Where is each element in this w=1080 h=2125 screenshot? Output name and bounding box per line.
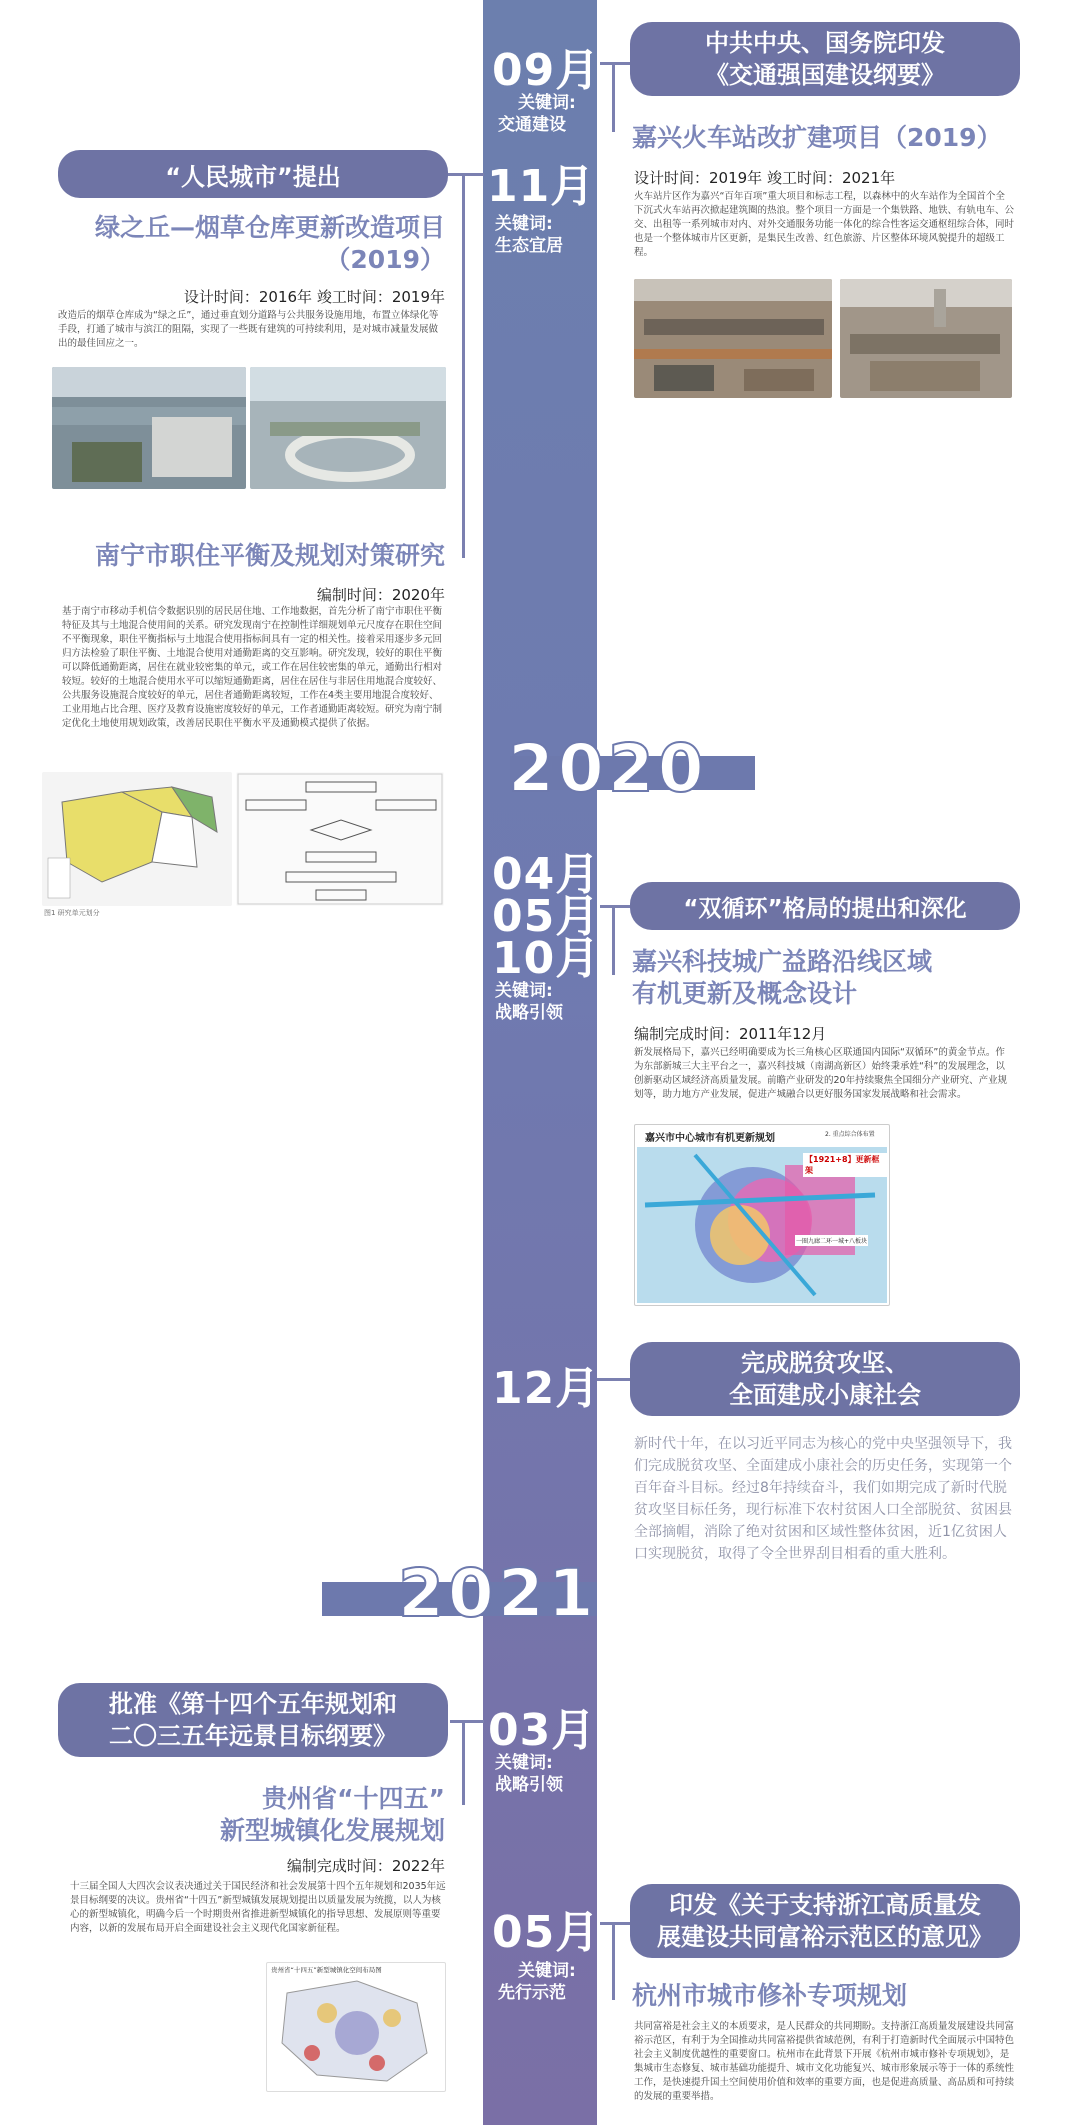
keyword-eco xyxy=(495,213,563,257)
project-meta-kejicheng: 编制完成时间：2011年12月 xyxy=(634,1025,827,1043)
event-pill-14th-five-year-plan xyxy=(58,1683,448,1757)
year-2021: 2021 xyxy=(398,1555,598,1632)
timeline-spine xyxy=(483,0,597,2125)
month-may-2021: 05月 xyxy=(492,1907,601,1958)
project-title-kejicheng xyxy=(632,946,932,1010)
month-oct-2020: 10月 xyxy=(492,933,601,984)
keyword-value: 先行示范 xyxy=(498,1983,566,2003)
project-title-line1: 嘉兴科技城广益路沿线区域 xyxy=(632,947,933,976)
event-title: “双循环”格局的提出和深化 xyxy=(683,895,967,922)
project-body-guizhou: 十三届全国人大四次会议表决通过关于国民经济和社会发展第十四个五年规划和2035年远景目标纲要的决议。贵州省“十四五”新型城镇发展规划提出以质量发展为统揽，以人为核心的新型城镇化，明确今后一个时期贵州省推进新型城镇化的指导思想、发展原则等重要内容，以新的发展布局开启全面建设社会主义现代化国家新征程。 xyxy=(70,1881,446,1934)
keyword-value: 生态宜居 xyxy=(495,236,563,256)
event-body-poverty: 新时代十年，在以习近平同志为核心的党中央坚强领导下，我们完成脱贫攻坚、全面建成小康社会的历史任务，实现第一个百年奋斗目标。经过8年持续奋斗，我们如期完成了新时代脱贫攻坚目标任务，现行标准下农村贫困人口全部脱贫、贫困县全部摘帽，消除了绝对贫困和区域性整体贫困，近1亿贫困人口实现脱贫，取得了令全世界刮目相看的重大胜利。 xyxy=(634,1436,1012,1562)
project-title-line1: 绿之丘—烟草仓库更新改造项目 xyxy=(94,213,445,242)
project-body-hangzhou: 共同富裕是社会主义的本质要求，是人民群众的共同期盼。支持浙江高质量发展建设共同富裕示范区，有利于为全国推动共同富裕提供省域范例，有利于打造新时代全面展示中国特色社会主义制度优越性的重要窗口。杭州市在此背景下开展《杭州市城市修补专项规划》，是集城市生态修复、城市基础功能提升、城市文化功能复兴、城市形象展示等于一体的系统性工作，是快速提升国土空间使用价值和效率的重要方面，也是促进高质量、高品质和可持续的发展的重要举措。 xyxy=(634,2021,1015,2102)
map-jiaxing-title: 嘉兴市中心城市有机更新规划 xyxy=(645,1133,775,1144)
project-meta-lvzhiqiu: 设计时间：2016年 竣工时间：2019年 xyxy=(183,288,445,306)
map-guizhou-urbanization xyxy=(266,1962,446,2092)
keyword-label: 关键词: xyxy=(495,1753,553,1773)
project-title-line1: 贵州省“十四五” xyxy=(262,1784,445,1813)
photo-station-aerial-1 xyxy=(634,279,832,398)
event-title-line2: 展建设共同富裕示范区的意见》 xyxy=(657,1923,993,1951)
keyword-label: 关键词: xyxy=(495,981,553,1001)
map-jiaxing-renewal xyxy=(634,1124,890,1306)
event-title-line1: 批准《第十四个五年规划和 xyxy=(109,1690,397,1718)
month-dec-2020: 12月 xyxy=(492,1363,601,1414)
event-title-line2: 二〇三五年远景目标纲要》 xyxy=(109,1722,397,1750)
project-meta-guizhou: 编制完成时间：2022年 xyxy=(286,1857,445,1875)
project-body-kejicheng: 新发展格局下，嘉兴已经明确要成为长三角核心区联通国内国际“双循环”的黄金节点。作为东部新城三大主平台之一，嘉兴科技城（南湖高新区）始终秉承姓“科”的发展理念，以创新驱动区域经济高质量发展。前瞻产业研发的20年持续聚焦全国细分产业研究、产业规划等，助力地方产业发展，促进产城融合以更好服务国家发展战略和社会需求。 xyxy=(634,1047,1008,1100)
connector-sep xyxy=(600,62,630,65)
photo-station-aerial-2 xyxy=(840,279,1012,398)
map-jiaxing-label: 2. 重点综合体布置 xyxy=(825,1131,875,1138)
map-jiaxing-badge: 【1921+8】更新框架 xyxy=(803,1153,889,1177)
keyword-strategy-2021 xyxy=(495,1752,563,1796)
project-title-jiaxing-station: 嘉兴火车站改扩建项目（2019） xyxy=(632,123,1002,152)
month-may-2020: 05月 xyxy=(492,891,601,942)
project-title-hangzhou: 杭州市城市修补专项规划 xyxy=(632,1981,908,2010)
keyword-value: 战略引领 xyxy=(495,1775,563,1795)
keyword-strategy xyxy=(495,980,563,1024)
photo-lvzhiqiu-2 xyxy=(250,367,446,489)
connector-dec xyxy=(597,1378,630,1381)
project-body-jiaxing-station: 火车站片区作为嘉兴“百年百项”重大项目和标志工程，以森林中的火车站作为全国首个全下沉式火车站再次掀起建筑圈的热浪。整个项目一方面是一个集铁路、地铁、有轨电车、公交、出租等一系列城市对内、对外交通服务功能一体化的综合性客运交通枢纽综合体，同时也是一个整体城市片区更新，是集民生改善、红色旅游、片区整体环境风貌提升的超级工程。 xyxy=(634,191,1015,258)
project-title-nanning: 南宁市职住平衡及规划对策研究 xyxy=(94,541,445,570)
month-apr-2020: 04月 xyxy=(492,849,601,900)
event-pill-dual-circulation xyxy=(630,882,1020,930)
event-title-line2: 《交通强国建设纲要》 xyxy=(705,61,945,89)
connector-sep-v xyxy=(612,62,615,132)
project-title-guizhou xyxy=(60,1783,445,1847)
keyword-pilot xyxy=(498,1960,576,2004)
event-title-line1: 完成脱贫攻坚、 xyxy=(741,1349,909,1377)
event-title-line1: 印发《关于支持浙江高质量发 xyxy=(669,1891,981,1919)
connector-may21 xyxy=(600,1922,630,1925)
keyword-value: 战略引领 xyxy=(495,1003,563,1023)
map-guizhou-title: 贵州省“十四五”新型城镇化空间布局图 xyxy=(271,1966,382,1974)
project-body-lvzhiqiu: 改造后的烟草仓库成为“绿之丘”，通过垂直划分道路与公共服务设施用地，布置立体绿化等手段，打通了城市与滨江的阻隔，实现了一些既有建筑的可持续利用，是对城市减量发展做出的最佳回应之一。 xyxy=(58,310,439,349)
map-nanning-caption: 图1 研究单元划分 xyxy=(44,909,100,917)
connector-mar-v xyxy=(462,1720,465,1805)
month-sep-2019: 09月 xyxy=(492,45,601,96)
event-title-line2: 全面建成小康社会 xyxy=(729,1381,921,1409)
connector-dual-v xyxy=(612,905,615,975)
event-pill-poverty xyxy=(630,1342,1020,1416)
keyword-label: 关键词: xyxy=(518,93,576,113)
keyword-value: 交通建设 xyxy=(498,115,566,135)
event-pill-people-city xyxy=(58,150,448,198)
project-meta-jiaxing-station: 设计时间：2019年 竣工时间：2021年 xyxy=(634,169,896,187)
map-nanning-units xyxy=(42,772,232,906)
project-title-lvzhiqiu xyxy=(60,212,445,276)
connector-dual xyxy=(600,905,630,908)
event-pill-transport-outline xyxy=(630,22,1020,96)
keyword-label: 关键词: xyxy=(518,1961,576,1981)
project-body-nanning: 基于南宁市移动手机信令数据识别的居民居住地、工作地数据，首先分析了南宁市职住平衡特征及其与土地混合使用间的关系。研究发现南宁在控制性详细规划单元尺度存在职住空间不平衡现象，职住平衡指标与土地混合使用指标间具有一定的相关性。接着采用逐步多元回归方法检验了职住平衡、土地混合使用对通勤距离的交互影响。研究发现，较好的职住平衡可以降低通勤距离，居住在就业较密集的单元，或工作在居住较密集的单元，通勤出行相对较短。较好的土地混合使用水平可以缩短通勤距离，居住在居住与非居住用地混合度较好、公共服务设施混合度较好的单元，居住者通勤距离较短，工作在4类主要用地混合度较好、工业用地占比合理、医疗及教育设施密度较好的单元，工作者通勤距离较短。研究为南宁制定优化土地使用规划政策，改善居民职住平衡水平及通勤模式提供了依据。 xyxy=(62,606,443,729)
map-jiaxing-note: 一圈九廊二环一城+八板块 xyxy=(795,1235,868,1246)
event-title-line1: 中共中央、国务院印发 xyxy=(705,29,945,57)
project-title-line2: 新型城镇化发展规划 xyxy=(219,1816,445,1845)
event-title: “人民城市”提出 xyxy=(165,162,341,191)
connector-nov-v xyxy=(462,173,465,558)
project-title-line2: 有机更新及概念设计 xyxy=(632,979,858,1008)
photo-lvzhiqiu-1 xyxy=(52,367,246,489)
connector-mar xyxy=(450,1720,484,1723)
month-mar-2021: 03月 xyxy=(488,1705,597,1756)
month-nov-2019: 11月 xyxy=(487,161,596,212)
connector-may21-v xyxy=(612,1922,615,2000)
event-pill-common-prosperity xyxy=(630,1884,1020,1958)
project-title-line2: （2019） xyxy=(325,245,445,274)
keyword-label: 关键词: xyxy=(495,214,553,234)
project-meta-nanning: 编制时间：2020年 xyxy=(316,586,445,604)
year-2020: 2020 xyxy=(508,730,708,807)
keyword-transport xyxy=(498,92,576,136)
flowchart-nanning xyxy=(236,772,444,906)
